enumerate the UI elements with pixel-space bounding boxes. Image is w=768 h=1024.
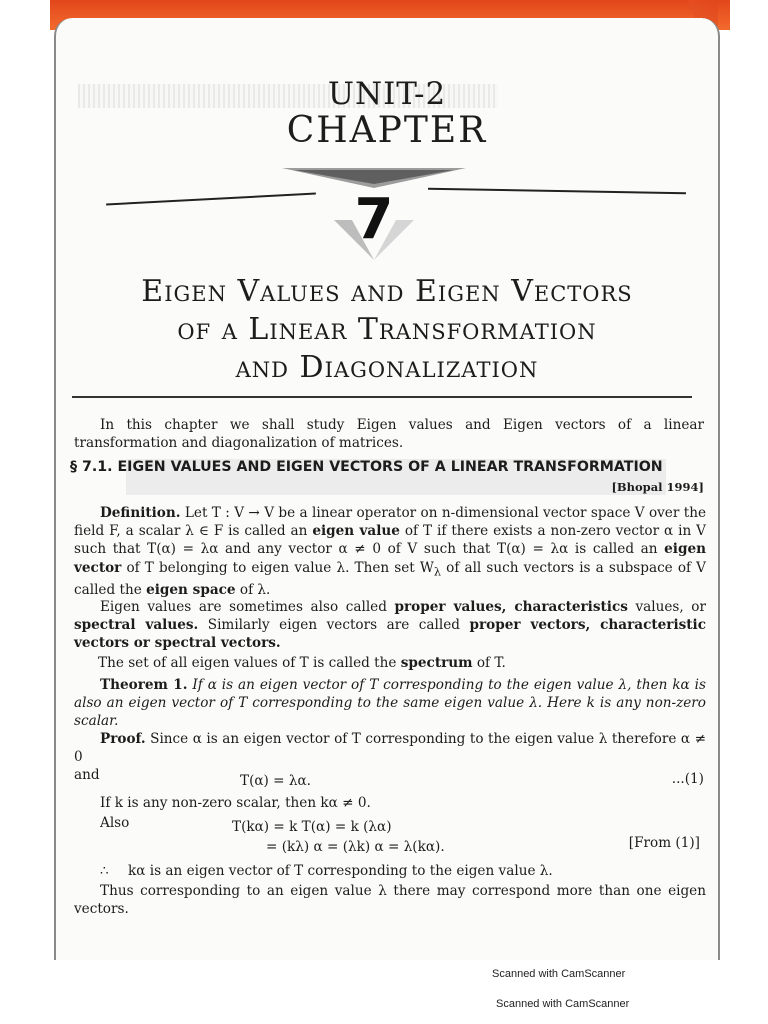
chapter-title-line-1: Eigen Values and Eigen Vectors [141,274,633,309]
definition-text: of all such vectors is a subspace of V called the [74,559,706,598]
conclusion-line: kα is an eigen vector of T corresponding to the eigen value λ. [128,863,553,879]
definition-term: eigen value [312,523,400,540]
chapter-title-line-2: of a Linear Transformation [177,312,597,347]
therefore-symbol: ∴ [100,863,109,879]
spectrum-term: spectrum [400,655,473,671]
spectrum-text: of T. [472,655,506,671]
book-page [54,18,720,960]
definition-term: eigen vector [74,541,706,576]
proof-paragraph [74,730,706,766]
chapter-number: 7 [354,187,394,252]
proof-text: Since α is an eigen vector of T corresponding to the eigen value λ therefore α ≠ 0 [74,731,706,766]
synonyms-paragraph [74,598,706,653]
section-heading-text: § 7.1. EIGEN VALUES AND EIGEN VECTORS OF A LINEAR TRANSFORMATION [70,459,663,475]
theorem-paragraph [74,676,706,731]
synonyms-text: Eigen values are sometimes also called [100,599,395,615]
equation-3: = (kλ) α = (λk) α = λ(kα). [266,839,445,855]
chapter-title [56,273,718,387]
badge-top-inner [294,170,454,184]
synonyms-term: proper values, characteristics [394,599,628,615]
definition-text: of λ. [235,581,271,598]
synonyms-text: values, or [627,599,706,615]
definition-term: eigen space [146,581,236,598]
spectrum-text: The set of all eigen values of T is called the [98,655,401,671]
unit-heading: UNIT-2 [327,76,447,112]
and-label: and [74,767,100,783]
definition-paragraph [74,504,706,599]
nonzero-scalar-line: If k is any non-zero scalar, then kα ≠ 0. [100,795,371,811]
chapter-number-badge [274,160,474,270]
theorem-statement: If α is an eigen vector of T corresponding to the eigen value λ, then kα is also an eigen vector of T corresponding to the same eigen value λ. Here k is any non-zero scalar. [74,677,706,730]
section-reference: [Bhopal 1994] [611,480,704,494]
equation-3-tag: [From (1)] [628,835,700,851]
chapter-title-line-3: and Diagonalization [235,350,539,385]
intro-paragraph: In this chapter we shall study Eigen values and Eigen vectors of a linear transformation and diagonalization of matrices. [74,417,704,452]
synonyms-text: Similarly eigen vectors are called [198,617,470,634]
definition-text: of T belonging to eigen value λ. Then set W [121,559,434,576]
title-rule [72,396,692,398]
equation-1-tag: ...(1) [671,771,704,787]
subscript-lambda: λ [433,564,442,579]
chapter-heading: CHAPTER [286,110,488,151]
final-paragraph: Thus corresponding to an eigen value λ there may correspond more than one eigen vectors. [74,883,706,918]
equation-2: T(kα) = k T(α) = k (λα) [232,819,392,835]
definition-text: Let T : V → V be a linear operator on n-dimensional vector space V over the field F, a scalar λ ∈ F is called an [74,505,706,540]
theorem-label: Theorem 1. [100,677,188,693]
proof-label: Proof. [100,731,146,747]
synonyms-term: spectral values. [74,617,199,634]
synonyms-term: proper vectors, characteristic vectors or spectral vectors. [74,617,706,652]
section-heading [70,458,690,476]
definition-label: Definition. [100,505,181,521]
also-label: Also [100,815,130,831]
scanner-watermark-footer: Scanned with CamScanner [496,998,630,1010]
spectrum-line [98,654,698,672]
definition-text: of T if there exists a non-zero vector α in V such that T(α) = λα and any vector α ≠ 0 of V such that T(α) = λα is called an [74,523,706,558]
equation-1: T(α) = λα. [240,773,312,789]
scanner-watermark: Scanned with CamScanner [492,968,626,980]
